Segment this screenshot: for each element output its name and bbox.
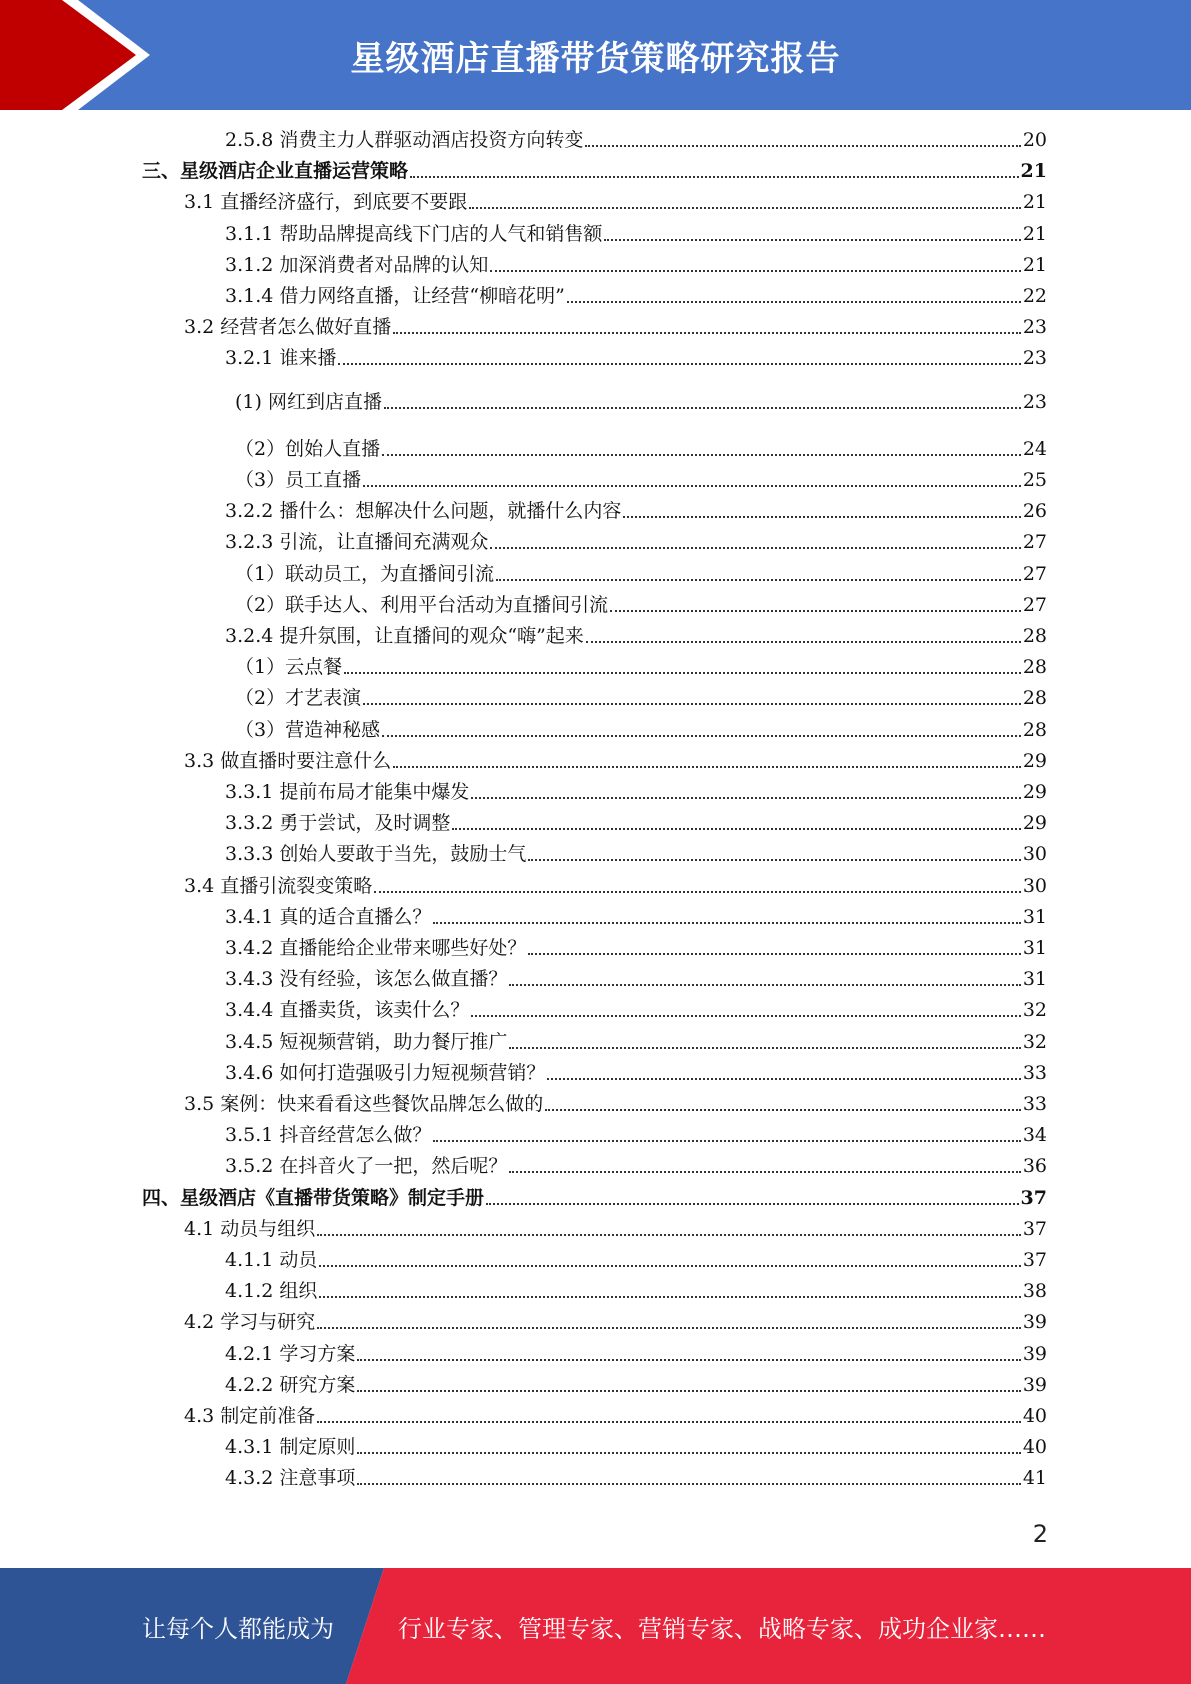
toc-dot-leader: [528, 953, 1020, 955]
toc-entry-page: 30: [1022, 843, 1047, 866]
toc-entry-label: 3.1.1 帮助品牌提高线下门店的人气和销售额: [225, 222, 603, 245]
toc-entry[interactable]: [235, 389, 1047, 415]
toc-entry-page: 23: [1022, 316, 1047, 339]
toc-entry[interactable]: [225, 1122, 1047, 1148]
toc-entry-label: 3.2.4 提升氛围，让直播间的观众“嗨”起来: [225, 625, 584, 647]
toc-entry-page: 40: [1022, 1405, 1047, 1427]
toc-entry-label: 3.1.4 借力网络直播，让经营“柳暗花明”: [225, 285, 565, 307]
toc-entry-label: 4.3 制定前准备: [184, 1405, 316, 1427]
toc-entry-label: 4.1 动员与组织: [184, 1217, 316, 1240]
toc-entry[interactable]: [225, 221, 1047, 247]
toc-entry-label: 3.4.1 真的适合直播么？: [225, 905, 432, 928]
toc-entry-label: 三、星级酒店企业直播运营策略: [142, 160, 409, 183]
toc-dot-leader: [374, 891, 1021, 893]
toc-entry-label: 2.5.8 消费主力人群驱动酒店投资方向转变: [225, 129, 584, 151]
toc-entry[interactable]: [225, 1372, 1047, 1398]
toc-entry-label: 3.4.4 直播卖货，该卖什么？: [225, 999, 470, 1022]
toc-dot-leader: [433, 1140, 1020, 1142]
toc-entry-page: 34: [1022, 1124, 1047, 1147]
toc-dot-leader: [382, 735, 1021, 737]
toc-entry[interactable]: [225, 1029, 1047, 1055]
toc-entry[interactable]: [225, 779, 1047, 805]
toc-entry-page: 26: [1022, 500, 1047, 523]
toc-entry-label: 3.3.3 创始人要敢于当先，鼓励士气: [225, 843, 527, 866]
toc-entry[interactable]: [225, 1465, 1047, 1491]
toc-entry-label: 3.4.3 没有经验，该怎么做直播？: [225, 968, 508, 991]
toc-entry[interactable]: [235, 685, 1047, 711]
toc-entry-page: 32: [1022, 999, 1047, 1022]
toc-entry[interactable]: [142, 1185, 1047, 1211]
document-title: 星级酒店直播带货策略研究报告: [350, 38, 841, 79]
toc-dot-leader: [586, 641, 1021, 643]
toc-dot-leader: [509, 984, 1020, 986]
toc-entry-label: 3.1.2 加深消费者对品牌的认知: [225, 253, 489, 276]
toc-entry-page: 25: [1022, 469, 1047, 491]
toc-entry[interactable]: [225, 1153, 1047, 1179]
footer-slogan-left: 让每个人都能成为: [142, 1614, 334, 1643]
toc-entry-page: 40: [1022, 1436, 1047, 1459]
toc-dot-leader: [357, 1483, 1020, 1485]
toc-dot-leader: [545, 1109, 1021, 1111]
toc-dot-leader: [317, 1234, 1021, 1236]
toc-dot-leader: [585, 145, 1020, 147]
toc-entry-page: 28: [1022, 625, 1047, 647]
toc-entry-page: 39: [1022, 1342, 1047, 1365]
toc-dot-leader: [433, 922, 1020, 924]
toc-entry-page: 33: [1022, 1061, 1047, 1084]
toc-entry-label: 3.4.6 如何打造强吸引力短视频营销？: [225, 1061, 546, 1084]
toc-entry-label: 3.2.2 播什么：想解决什么问题，就播什么内容: [225, 500, 622, 523]
toc-entry-page: 23: [1022, 390, 1047, 413]
toc-dot-leader: [547, 1078, 1020, 1080]
toc-entry-label: 3.2.3 引流，让直播间充满观众: [225, 531, 489, 554]
toc-dot-leader: [509, 1171, 1020, 1173]
toc-entry-page: 41: [1022, 1467, 1047, 1490]
toc-entry[interactable]: [225, 841, 1047, 867]
toc-dot-leader: [623, 516, 1020, 518]
toc-entry-label: 3.5 案例：快来看看这些餐饮品牌怎么做的: [184, 1093, 544, 1115]
toc-dot-leader: [410, 176, 1019, 178]
toc-entry[interactable]: [235, 436, 1047, 462]
toc-entry-page: 27: [1022, 593, 1047, 616]
toc-entry-page: 33: [1022, 1093, 1047, 1115]
toc-dot-leader: [363, 703, 1021, 705]
toc-entry[interactable]: [184, 873, 1047, 899]
toc-entry-page: 21: [1022, 222, 1047, 245]
toc-entry-page: 22: [1022, 285, 1047, 307]
toc-entry-label: 4.1.1 动员: [225, 1249, 318, 1271]
toc-entry[interactable]: [225, 1341, 1047, 1367]
toc-dot-leader: [490, 547, 1020, 549]
toc-entry-page: 28: [1022, 718, 1047, 741]
toc-entry-page: 31: [1022, 905, 1047, 928]
toc-entry[interactable]: [184, 748, 1047, 774]
toc-entry[interactable]: [235, 592, 1047, 618]
toc-entry[interactable]: [225, 345, 1047, 371]
toc-dot-leader: [469, 207, 1021, 209]
toc-entry-label: （1）联动员工，为直播间引流: [235, 562, 495, 585]
toc-entry-label: 4.3.2 注意事项: [225, 1467, 356, 1490]
toc-dot-leader: [471, 797, 1020, 799]
toc-entry[interactable]: [225, 904, 1047, 930]
toc-entry-page: 38: [1022, 1280, 1047, 1303]
page-number: 2: [1032, 1520, 1048, 1548]
toc-dot-leader: [393, 332, 1021, 334]
toc-entry-label: 3.3 做直播时要注意什么: [184, 749, 392, 772]
toc-entry[interactable]: [184, 314, 1047, 340]
toc-entry-page: 39: [1022, 1311, 1047, 1334]
toc-entry-label: （2）才艺表演: [235, 687, 362, 710]
toc-entry-page: 37: [1020, 1186, 1047, 1209]
toc-entry[interactable]: [225, 935, 1047, 961]
toc-dot-leader: [357, 1390, 1020, 1392]
page-header: [0, 0, 1191, 110]
toc-dot-leader: [317, 1327, 1021, 1329]
toc-entry[interactable]: [184, 1216, 1047, 1242]
toc-entry-label: 3.4 直播引流裂变策略: [184, 874, 373, 897]
toc-dot-leader: [490, 270, 1020, 272]
toc-entry-label: (1) 网红到店直播: [235, 390, 382, 413]
toc-entry-page: 21: [1022, 191, 1047, 214]
toc-dot-leader: [317, 1421, 1021, 1423]
toc-entry[interactable]: [225, 966, 1047, 992]
toc-entry-label: 3.1 直播经济盛行，到底要不要跟: [184, 191, 468, 214]
toc-entry-page: 28: [1022, 687, 1047, 710]
toc-entry[interactable]: [225, 127, 1047, 153]
toc-dot-leader: [344, 672, 1021, 674]
toc-entry-page: 27: [1022, 562, 1047, 585]
toc-entry[interactable]: [225, 529, 1047, 555]
toc-entry-label: 3.2 经营者怎么做好直播: [184, 316, 392, 339]
toc-entry[interactable]: [225, 623, 1047, 649]
toc-entry-page: 30: [1022, 874, 1047, 897]
footer-slogan-right: 行业专家、管理专家、营销专家、战略专家、成功企业家……: [398, 1614, 1046, 1643]
toc-entry-label: 4.2.2 研究方案: [225, 1373, 356, 1396]
toc-dot-leader: [319, 1265, 1020, 1267]
toc-entry-page: 37: [1022, 1217, 1047, 1240]
toc-entry-label: 四、星级酒店《直播带货策略》制定手册: [142, 1186, 485, 1209]
toc-entry-page: 29: [1022, 749, 1047, 772]
toc-entry-label: 3.2.1 谁来播: [225, 347, 337, 370]
toc-entry-label: 4.2.1 学习方案: [225, 1342, 356, 1365]
toc-dot-leader: [338, 363, 1020, 365]
toc-dot-leader: [471, 1015, 1020, 1017]
toc-dot-leader: [382, 454, 1021, 456]
page-footer: [0, 1568, 1191, 1684]
toc-entry[interactable]: [184, 189, 1047, 215]
toc-dot-leader: [528, 859, 1020, 861]
toc-dot-leader: [610, 610, 1021, 612]
toc-entry[interactable]: [235, 561, 1047, 587]
toc-dot-leader: [319, 1296, 1020, 1298]
toc-entry-label: 4.1.2 组织: [225, 1280, 318, 1303]
toc-entry[interactable]: [142, 158, 1047, 184]
toc-entry-label: （1）云点餐: [235, 656, 343, 679]
toc-entry-page: 28: [1022, 656, 1047, 679]
toc-entry-page: 24: [1022, 437, 1047, 460]
toc-entry-label: 3.3.2 勇于尝试，及时调整: [225, 812, 451, 835]
toc-entry[interactable]: [184, 1403, 1047, 1429]
toc-entry-page: 36: [1022, 1155, 1047, 1178]
toc-entry-page: 39: [1022, 1373, 1047, 1396]
toc-dot-leader: [357, 1452, 1020, 1454]
toc-entry[interactable]: [225, 1060, 1047, 1086]
toc-entry-label: （2）创始人直播: [235, 437, 381, 460]
toc-entry[interactable]: [184, 1091, 1047, 1117]
toc-entry-page: 27: [1022, 531, 1047, 554]
toc-dot-leader: [393, 766, 1021, 768]
toc-entry-page: 32: [1022, 1030, 1047, 1053]
toc-entry-label: 3.5.2 在抖音火了一把，然后呢？: [225, 1155, 508, 1178]
toc-dot-leader: [357, 1359, 1020, 1361]
toc-entry[interactable]: [225, 498, 1047, 524]
toc-entry-label: 3.3.1 提前布局才能集中爆发: [225, 781, 470, 803]
toc-entry[interactable]: [235, 654, 1047, 680]
toc-entry[interactable]: [235, 467, 1047, 493]
toc-entry-label: 3.4.5 短视频营销，助力餐厅推广: [225, 1030, 508, 1053]
red-chevron-icon: [0, 0, 160, 110]
toc-entry-label: 3.4.2 直播能给企业带来哪些好处？: [225, 937, 527, 959]
toc-entry[interactable]: [225, 1434, 1047, 1460]
toc-entry[interactable]: [225, 810, 1047, 836]
toc-entry[interactable]: [225, 252, 1047, 278]
toc-dot-leader: [604, 239, 1020, 241]
toc-entry-label: 4.3.1 制定原则: [225, 1436, 356, 1459]
toc-entry-page: 29: [1022, 812, 1047, 835]
toc-dot-leader: [363, 485, 1021, 487]
toc-entry-page: 31: [1022, 968, 1047, 991]
toc-entry[interactable]: [225, 283, 1047, 309]
toc-entry[interactable]: [225, 1278, 1047, 1304]
toc-entry[interactable]: [225, 997, 1047, 1023]
toc-dot-leader: [452, 828, 1020, 830]
toc-entry[interactable]: [225, 1247, 1047, 1273]
toc-entry-page: 21: [1022, 253, 1047, 276]
toc-entry-label: （3）营造神秘感: [235, 718, 381, 741]
toc-entry[interactable]: [184, 1309, 1047, 1335]
toc-entry-page: 37: [1022, 1249, 1047, 1271]
toc-entry-label: 3.5.1 抖音经营怎么做？: [225, 1124, 432, 1147]
toc-entry-page: 21: [1020, 160, 1047, 183]
toc-entry-page: 29: [1022, 781, 1047, 803]
toc-entry-label: 4.2 学习与研究: [184, 1311, 316, 1334]
toc-dot-leader: [509, 1047, 1020, 1049]
toc-dot-leader: [567, 301, 1021, 303]
toc-entry-page: 31: [1022, 937, 1047, 959]
toc-dot-leader: [486, 1203, 1019, 1205]
toc-dot-leader: [496, 579, 1021, 581]
toc-entry-page: 20: [1022, 129, 1047, 151]
toc-dot-leader: [384, 407, 1021, 409]
toc-entry-label: （3）员工直播: [235, 469, 362, 491]
toc-entry-page: 23: [1022, 347, 1047, 370]
toc-entry[interactable]: [235, 717, 1047, 743]
toc-entry-label: （2）联手达人、利用平台活动为直播间引流: [235, 593, 609, 616]
